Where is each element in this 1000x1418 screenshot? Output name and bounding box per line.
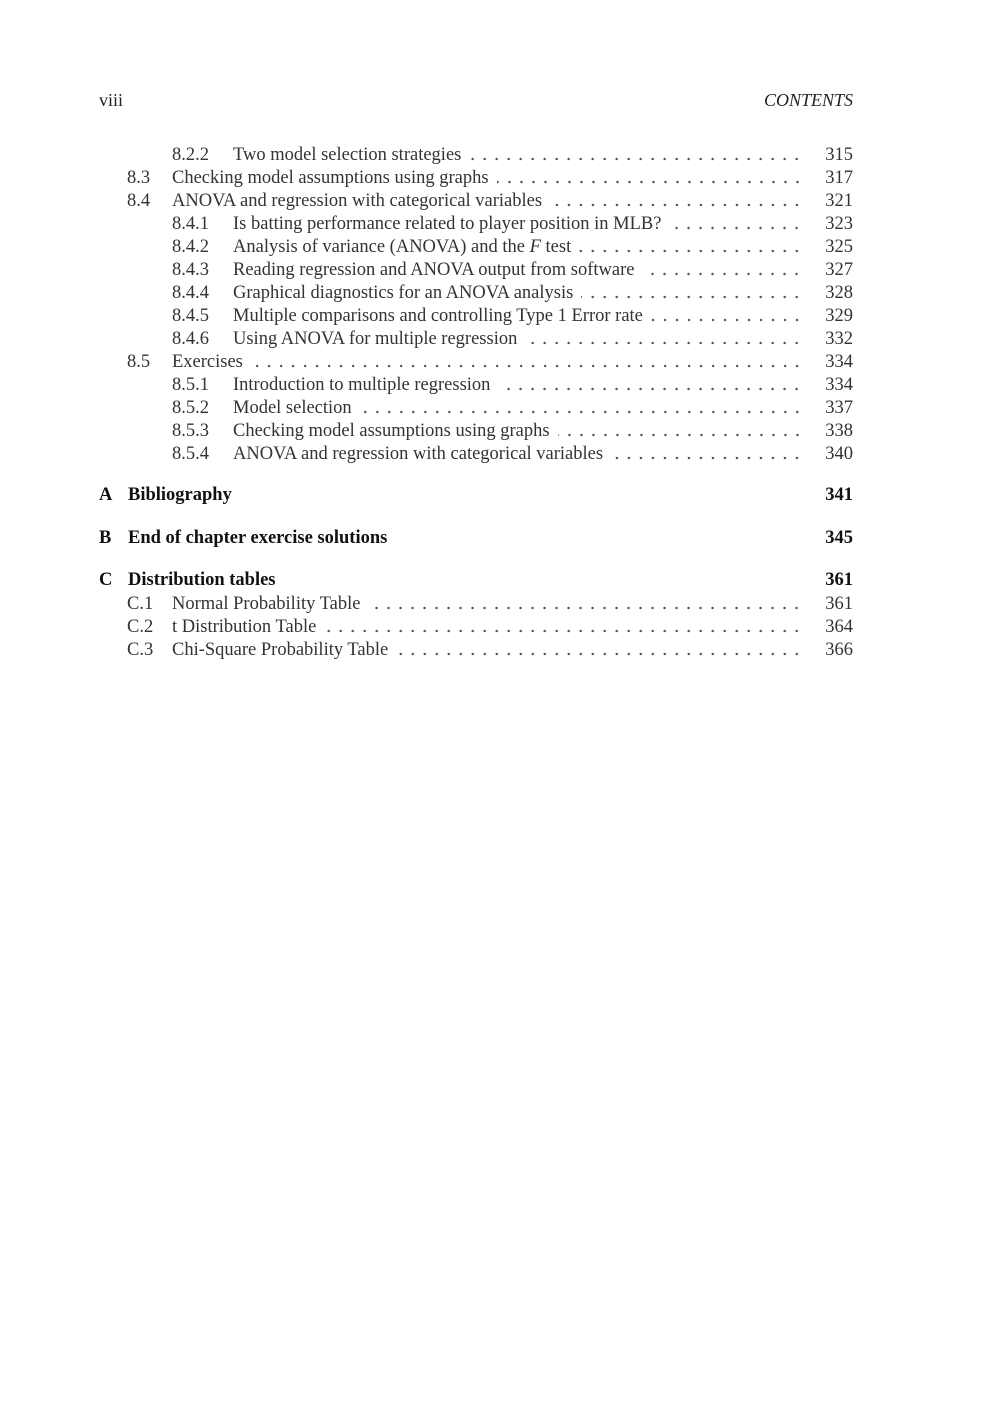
dot-leader xyxy=(579,249,803,253)
entry-number: 8.4 xyxy=(127,191,151,211)
entry-title: Using ANOVA for multiple regression xyxy=(233,329,518,349)
entry-number: 8.4.3 xyxy=(172,260,209,280)
entry-title: Checking model assumptions using graphs xyxy=(233,421,550,441)
appendix-entry[interactable] xyxy=(0,570,853,593)
dot-leader xyxy=(525,341,803,345)
toc-entry[interactable] xyxy=(0,617,853,640)
appendix-title: Distribution tables xyxy=(128,570,276,590)
entry-title: Exercises xyxy=(172,352,243,372)
entry-title: Is batting performance related to player position in MLB? xyxy=(233,214,662,234)
entry-page: 323 xyxy=(825,214,853,234)
entry-page: 334 xyxy=(825,352,853,372)
entry-page: 315 xyxy=(825,145,853,165)
entry-number: 8.3 xyxy=(127,168,151,188)
toc-entry[interactable] xyxy=(0,260,853,283)
toc-entry[interactable] xyxy=(0,594,853,617)
entry-title: Reading regression and ANOVA output from software xyxy=(233,260,635,280)
dot-leader xyxy=(396,652,803,656)
entry-title: Chi-Square Probability Table xyxy=(172,640,389,660)
toc-entry[interactable] xyxy=(0,237,853,260)
entry-number: 8.5 xyxy=(127,352,151,372)
toc-entry[interactable] xyxy=(0,421,853,444)
toc-entry[interactable] xyxy=(0,214,853,237)
entry-number: 8.4.6 xyxy=(172,329,209,349)
entry-page: 328 xyxy=(825,283,853,303)
dot-leader xyxy=(368,606,803,610)
dot-leader xyxy=(642,272,803,276)
entry-page: 334 xyxy=(825,375,853,395)
dot-leader xyxy=(558,433,803,437)
entry-page: 332 xyxy=(825,329,853,349)
dot-leader xyxy=(651,318,803,322)
entry-number: 8.5.1 xyxy=(172,375,209,395)
dot-leader xyxy=(611,456,803,460)
entry-number: 8.2.2 xyxy=(172,145,209,165)
appendix-title: Bibliography xyxy=(128,485,232,505)
dot-leader xyxy=(469,157,803,161)
entry-page: 321 xyxy=(825,191,853,211)
toc-entry[interactable] xyxy=(0,145,853,168)
entry-title: ANOVA and regression with categorical variables xyxy=(172,191,543,211)
entry-page: 329 xyxy=(825,306,853,326)
dot-leader xyxy=(550,203,803,207)
dot-leader xyxy=(669,226,803,230)
entry-title: Multiple comparisons and controlling Type 1 Error rate xyxy=(233,306,643,326)
appendix-title: End of chapter exercise solutions xyxy=(128,528,388,548)
appendix-page: 341 xyxy=(825,485,853,505)
entry-title: Checking model assumptions using graphs xyxy=(172,168,489,188)
dot-leader xyxy=(324,629,803,633)
entry-title: Graphical diagnostics for an ANOVA analysis xyxy=(233,283,574,303)
entry-page: 366 xyxy=(825,640,853,660)
entry-page: 327 xyxy=(825,260,853,280)
entry-page: 361 xyxy=(825,594,853,614)
dot-leader xyxy=(498,387,803,391)
entry-title: Introduction to multiple regression xyxy=(233,375,491,395)
appendix-letter: C xyxy=(99,570,113,590)
entry-title: t Distribution Table xyxy=(172,617,317,637)
running-title: CONTENTS xyxy=(763,90,853,110)
entry-number: 8.4.2 xyxy=(172,237,209,257)
toc-entry[interactable] xyxy=(0,375,853,398)
entry-number: C.2 xyxy=(127,617,154,637)
entry-number: 8.5.4 xyxy=(172,444,209,464)
toc-entry[interactable] xyxy=(0,283,853,306)
page-number: viii xyxy=(99,90,124,110)
toc-entry[interactable] xyxy=(0,329,853,352)
entry-number: C.3 xyxy=(127,640,154,660)
entry-page: 340 xyxy=(825,444,853,464)
appendix-page: 345 xyxy=(825,528,853,548)
appendix-entry[interactable] xyxy=(0,485,853,508)
entry-page: 338 xyxy=(825,421,853,441)
entry-page: 325 xyxy=(825,237,853,257)
dot-leader xyxy=(497,180,803,184)
toc-entry[interactable] xyxy=(0,191,853,214)
entry-title: Model selection xyxy=(233,398,352,418)
entry-title-italic: F xyxy=(529,237,541,257)
appendix-page: 361 xyxy=(825,570,853,590)
dot-leader xyxy=(251,364,803,368)
entry-number: C.1 xyxy=(127,594,154,614)
entry-title: ANOVA and regression with categorical variables xyxy=(233,444,604,464)
entry-number: 8.4.1 xyxy=(172,214,209,234)
dot-leader xyxy=(581,295,803,299)
appendix-letter: B xyxy=(99,528,112,548)
toc-entry[interactable] xyxy=(0,398,853,421)
entry-page: 317 xyxy=(825,168,853,188)
toc-entry[interactable] xyxy=(0,306,853,329)
entry-title-part: Analysis of variance (ANOVA) and the xyxy=(233,237,530,257)
entry-number: 8.5.3 xyxy=(172,421,209,441)
entry-number: 8.5.2 xyxy=(172,398,209,418)
toc-entry[interactable] xyxy=(0,444,853,467)
entry-title: Two model selection strategies xyxy=(233,145,462,165)
toc-entry[interactable] xyxy=(0,640,853,663)
toc-entry[interactable] xyxy=(0,352,853,375)
entry-number: 8.4.4 xyxy=(172,283,209,303)
toc-entry[interactable] xyxy=(0,168,853,191)
dot-leader xyxy=(360,410,803,414)
entry-title: Normal Probability Table xyxy=(172,594,361,614)
entry-title-part: test xyxy=(540,237,572,257)
entry-page: 337 xyxy=(825,398,853,418)
appendix-letter: A xyxy=(99,485,113,505)
appendix-entry[interactable] xyxy=(0,528,853,551)
entry-page: 364 xyxy=(825,617,853,637)
entry-title xyxy=(233,237,571,258)
entry-number: 8.4.5 xyxy=(172,306,209,326)
